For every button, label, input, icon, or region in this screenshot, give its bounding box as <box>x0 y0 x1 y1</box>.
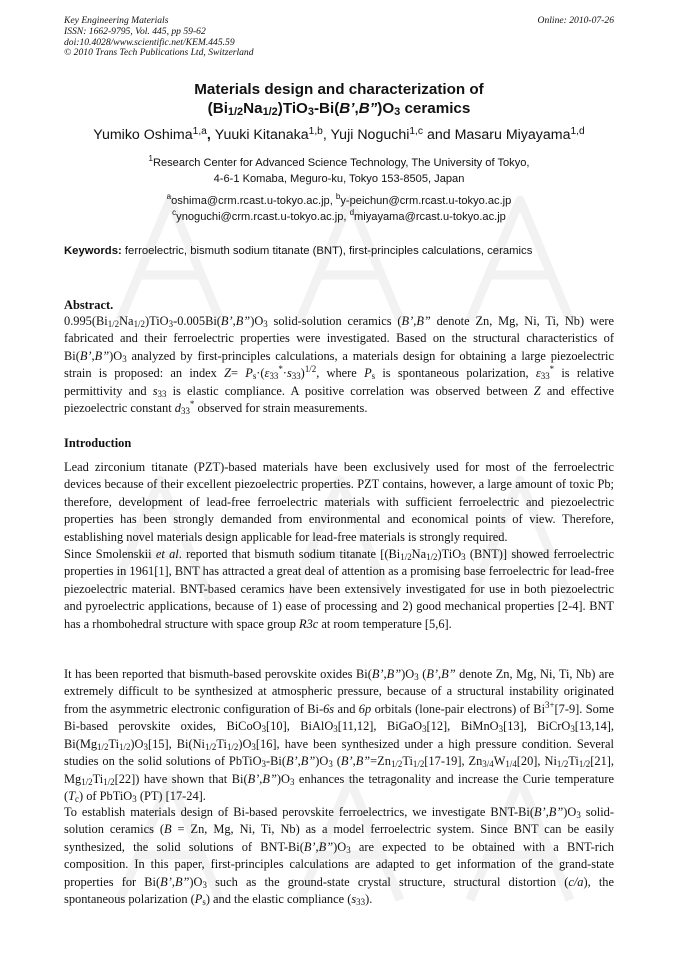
author-sep: , <box>206 127 215 143</box>
t: 3 <box>261 724 267 735</box>
t: and effective piezoelectric constant <box>64 383 614 416</box>
t: )O <box>238 736 252 751</box>
t: (Bi <box>207 100 228 117</box>
t: and <box>334 701 359 716</box>
t: are expected to be obtained with a BNT-rich composition. In this paper, first-principles calculations are adapted to get information of the grand-state properties for Bi( <box>64 839 614 889</box>
t: [12], BiMnO <box>426 719 499 734</box>
email-b[interactable]: y-peichun@crm.rcast.u-tokyo.ac.jp <box>340 195 512 207</box>
t: 3 <box>202 879 207 890</box>
t: -Bi( <box>266 754 286 769</box>
t: B” <box>262 771 277 786</box>
t: [20], Ni <box>516 754 557 769</box>
t: B’ <box>339 100 355 117</box>
keywords-label: Keywords: <box>64 245 122 257</box>
title-line-1: Materials design and characterization of <box>194 81 484 98</box>
t: = Zn, Mg, Ni, Ti, Nb) as a model ferroelectric system. Since BNT can be easily synthesized, the solid solutions of BNT-Bi( <box>64 822 615 854</box>
t: 33 <box>356 897 366 908</box>
t: 33 <box>269 371 279 382</box>
email-line-2 <box>64 207 614 226</box>
t: B” <box>441 667 456 681</box>
t: 1/2 <box>81 776 93 787</box>
doi: doi:10.4028/www.scientific.net/KEM.445.59 <box>64 36 235 48</box>
t: 1/2 <box>204 741 217 752</box>
t: 3 <box>333 724 338 735</box>
author-list <box>64 126 614 144</box>
t: denote Zn, Mg, Ni, Ti, Nb) are extremely difficult to be synthesized at atmospheric pressure, because of a structural instability originated from the asymmetric electronic configuration of Bi- <box>64 667 615 716</box>
t: -0.005Bi( <box>173 314 221 328</box>
t: [16], have been synthesized under a high pressure condition. Several studies on the solid solutions of PbTiO <box>64 736 614 769</box>
t: 1/2 <box>426 552 438 562</box>
t: 3 <box>122 353 127 364</box>
author-affil: 1,d <box>570 126 585 137</box>
author-affil: 1,a <box>192 126 207 137</box>
t: R3c <box>299 616 319 631</box>
t: W <box>493 754 506 769</box>
t: B’ <box>220 314 233 328</box>
t: s <box>286 366 292 381</box>
t: ceramics <box>400 100 471 117</box>
t: c <box>75 794 79 805</box>
t: Ti <box>568 754 579 769</box>
t: 1/4 <box>505 759 517 770</box>
t: 1/2 <box>304 364 317 375</box>
t: B’ <box>160 874 172 889</box>
email-line-1 <box>64 194 614 210</box>
abstract-body <box>64 313 614 418</box>
t: T <box>68 789 76 804</box>
t: [21], Mg <box>64 754 614 786</box>
t: , <box>259 771 263 786</box>
t: B” <box>174 874 190 889</box>
t: 3 <box>498 724 504 735</box>
paper-title <box>64 80 614 118</box>
t: B’ <box>401 314 414 328</box>
t: solid-solution ceramics ( <box>64 805 615 837</box>
t: B” <box>386 667 402 681</box>
t: 33 <box>540 371 550 382</box>
t: ε <box>264 366 270 381</box>
t: 1/2 <box>97 741 109 752</box>
t: , <box>91 348 95 363</box>
t: ) of PbTiO <box>79 789 133 804</box>
t: , <box>315 839 319 854</box>
t: * <box>278 364 283 375</box>
t: 1/2 <box>227 106 244 118</box>
t: , <box>297 754 301 769</box>
email-sup: a <box>166 192 172 201</box>
t: 33 <box>180 406 190 417</box>
t: 3 <box>346 844 351 855</box>
t: 1/2 <box>390 759 403 770</box>
t: P <box>194 892 203 907</box>
t: Since Smolenskii <box>64 547 156 561</box>
t: solid-solution ceramics ( <box>267 314 402 328</box>
t: )TiO <box>144 314 169 328</box>
t: [10], BiAlO <box>266 719 334 734</box>
online-date: Online: 2010-07-26 <box>537 15 614 26</box>
t: 3 <box>289 776 295 787</box>
t: B’ <box>303 839 316 854</box>
email-sup: c <box>172 207 177 217</box>
t: )O <box>401 667 415 681</box>
t: Ti <box>216 736 227 751</box>
email-d[interactable]: miyayama@rcast.u-tokyo.ac.jp <box>354 210 506 223</box>
t: ( <box>418 667 427 681</box>
t: 3 <box>168 319 174 329</box>
t: . reported that bismuth sodium titanate [(Bi <box>178 547 401 561</box>
t: at room temperature [5,6]. <box>318 616 452 631</box>
t: [13], BiCrO <box>503 719 571 734</box>
t: Z <box>224 366 231 381</box>
t: 6s <box>323 701 335 716</box>
t: analyzed by first-principles calculations, a materials design for obtaining a large piezoelectric strain is proposed: an index <box>64 348 614 381</box>
t: , <box>383 667 387 681</box>
t: 3 <box>328 759 333 770</box>
t: B” <box>94 348 110 363</box>
t: 1/2 <box>107 319 120 329</box>
t: ), the spontaneous polarization ( <box>64 874 614 907</box>
journal-header <box>64 16 254 59</box>
t: 3/4 <box>482 759 494 770</box>
t: 3 <box>307 106 314 118</box>
t: * <box>549 364 555 375</box>
t: 3 <box>570 724 575 735</box>
t: [13,14], Bi(Mg <box>64 719 614 751</box>
affil-sup: 1 <box>148 154 153 163</box>
t: et al <box>155 547 179 561</box>
t: 3+ <box>545 699 555 710</box>
t: )O <box>563 805 577 819</box>
t: It has been reported that bismuth-based perovskite oxides Bi( <box>64 667 372 681</box>
t: 33 <box>291 371 301 382</box>
t: 3 <box>132 794 137 805</box>
copyright: © 2010 Trans Tech Publications Ltd, Switzerland <box>64 47 254 59</box>
t: 3 <box>263 319 268 329</box>
t: , <box>352 754 356 769</box>
journal-name: Key Engineering Materials <box>64 15 169 26</box>
t: B’ <box>79 348 92 363</box>
t: B” <box>416 314 431 328</box>
t: B” <box>355 754 371 769</box>
t: 3 <box>251 741 256 752</box>
t: ) <box>300 366 305 381</box>
t: 33 <box>157 388 167 399</box>
t: ·( <box>256 366 265 381</box>
t: such as the ground-state crystal structure, structural distortion ( <box>206 874 569 889</box>
t: 1/2 <box>556 759 569 770</box>
t: c/a <box>568 874 584 889</box>
t: )O <box>315 754 329 769</box>
affiliation-line-1 <box>64 156 614 172</box>
t: 1/2 <box>226 741 239 752</box>
t: , <box>413 314 417 328</box>
affiliation-line-2: 4-6-1 Komaba, Meguro-ku, Tokyo 153-8505, Japan <box>213 172 465 185</box>
t: )TiO <box>277 100 308 117</box>
email-list <box>64 194 614 225</box>
t: Ti <box>92 771 104 786</box>
t: Na <box>119 314 134 328</box>
t: 3 <box>143 741 148 752</box>
abstract-heading: Abstract. <box>64 298 114 312</box>
t: ε <box>535 366 541 381</box>
t: )O <box>189 874 203 889</box>
intro-paragraph-3 <box>64 666 614 806</box>
t: , <box>171 874 175 889</box>
t: s <box>371 371 376 382</box>
t: s <box>252 371 257 382</box>
t: · <box>282 366 287 381</box>
issn: ISSN: 1662-9795, Vol. 445, pp 59-62 <box>64 25 206 37</box>
t: P <box>364 366 372 381</box>
author-name: Yumiko Oshima <box>93 127 193 143</box>
t: ( <box>332 754 341 769</box>
t: [17-19], Zn <box>424 754 483 769</box>
t: 1/2 <box>400 552 412 562</box>
t: d <box>174 401 181 416</box>
t: [11,12], BiGaO <box>337 719 423 734</box>
author-name: Masaru Miyayama <box>454 127 571 143</box>
t: , where <box>316 366 365 381</box>
t: [22]) have shown that Bi( <box>114 771 248 786</box>
keywords-text: ferroelectric, bismuth sodium titanate (BNT), first-principles calculations, ceramics <box>121 245 533 257</box>
t: =Zn <box>370 754 391 769</box>
t: 3 <box>394 106 401 118</box>
t: ) and the elastic compliance ( <box>205 892 352 907</box>
author-name: Yuji Noguchi <box>330 127 410 143</box>
t: B’ <box>285 754 298 769</box>
t: B’ <box>247 771 260 786</box>
t: 0.995(Bi <box>64 314 108 328</box>
t: ). <box>365 892 373 907</box>
t: * <box>189 399 195 410</box>
t: )O <box>130 736 144 751</box>
t: B” <box>318 839 334 854</box>
t: 1/2 <box>262 106 278 118</box>
t: )O <box>276 771 290 786</box>
title-line-2 <box>64 99 614 118</box>
t: )O <box>109 348 123 363</box>
email-sup: b <box>335 192 341 201</box>
t: , <box>354 100 359 117</box>
intro-paragraph-2 <box>64 546 614 633</box>
t: Z <box>533 383 541 398</box>
t: 3 <box>414 672 419 682</box>
keywords <box>64 244 624 258</box>
t: is elastic compliance. A positive correlation was observed between <box>166 383 534 398</box>
author-affil: 1,c <box>409 126 424 137</box>
t: is relative permittivity and <box>64 366 615 398</box>
t: s <box>351 892 357 907</box>
t: Na <box>411 547 427 561</box>
t: 3 <box>422 724 427 735</box>
t: , <box>545 805 549 819</box>
t: 1/2 <box>119 741 131 752</box>
t: , <box>232 314 236 328</box>
affil-text: Research Center for Advanced Science Technology, The University of Tokyo, <box>152 157 530 169</box>
t: B’ <box>533 805 546 819</box>
t: B’ <box>426 667 439 681</box>
author-name: Yuuki Kitanaka <box>214 127 309 143</box>
t: 3 <box>576 810 581 820</box>
t: B” <box>300 754 316 769</box>
t: To establish materials design of Bi-based perovskite ferroelectrics, we investigate BNT-Bi( <box>64 805 534 819</box>
t: B” <box>548 805 564 819</box>
affiliation <box>64 156 614 187</box>
t: )TiO <box>437 547 462 561</box>
t: observed for strain measurements. <box>194 401 368 416</box>
author-sep: , <box>322 127 331 143</box>
t: B’ <box>340 754 353 769</box>
t: )O <box>250 314 264 328</box>
t: Ti <box>108 736 120 751</box>
intro-paragraph-4 <box>64 804 614 909</box>
introduction-heading: Introduction <box>64 436 132 450</box>
author-sep: and <box>423 127 455 143</box>
t: 1/2 <box>578 759 591 770</box>
t: = <box>231 366 246 381</box>
email-sup: d <box>349 207 355 217</box>
t: enhances the tetragonality and increase the Curie temperature ( <box>64 771 614 804</box>
t: is spontaneous polarization, <box>375 366 536 381</box>
t: B <box>164 822 172 837</box>
author-affil: 1,b <box>308 126 323 137</box>
t: s <box>202 897 206 908</box>
t: B’ <box>371 667 384 681</box>
t: orbitals (lone-pair electrons) of Bi <box>371 701 546 716</box>
t: [7-9]. Some Bi-based perovskite oxides, BiCoO <box>64 701 614 734</box>
t: )O <box>377 100 395 117</box>
t: 1/2 <box>412 759 425 770</box>
t: B” <box>358 100 378 117</box>
t: Ti <box>402 754 413 769</box>
t: )O <box>333 839 347 854</box>
t: denote Zn, Mg, Ni, Ti, Nb) were fabricated and their ferroelectric properties were investigated. Based on the structural characteristics of Bi( <box>64 314 614 363</box>
intro-paragraph-1: Lead zirconium titanate (PZT)-based materials have been exclusively used for most of the ferroelectric devices because of their excellent piezoelectric properties. PZT contains, however, a large amount of toxic Pb; therefore, development of lead-free ferroelectric materials with sufficient ferroelectric and piezoelectric properties has been strongly demanded from environmental and economical points of view. Therefore, establishing novel materials design applicable for lead-free materials is strongly required. <box>64 460 614 544</box>
t: s <box>152 383 158 398</box>
email-c[interactable]: ynoguchi@crm.rcast.u-tokyo.ac.jp, <box>176 210 350 223</box>
email-a[interactable]: oshima@crm.rcast.u-tokyo.ac.jp, <box>171 195 336 207</box>
t: P <box>245 366 253 381</box>
t: 1/2 <box>103 776 115 787</box>
t: (PT) [17-24]. <box>136 789 206 804</box>
t: 3 <box>461 552 466 562</box>
t: , <box>438 667 442 681</box>
t: (BNT)] showed ferroelectric properties in 1961[1], BNT has attracted a great deal of attention as a promising base ferroelectric for lead-free piezoelectric material. BNT-based ceramics have been extensively investigated for use in both piezoelectric and pyroelectric applications, because of 1) ease of processing and 2) good mechanical properties [2-4]. BNT has a rhombohedral structure with space group <box>64 547 615 631</box>
t: -Bi( <box>313 100 340 117</box>
t: 1/2 <box>133 319 145 329</box>
t: Na <box>243 100 263 117</box>
t: B” <box>235 314 251 328</box>
t: 3 <box>261 759 266 770</box>
t: [15], Bi(Ni <box>147 736 205 751</box>
t: 6p <box>358 701 372 716</box>
